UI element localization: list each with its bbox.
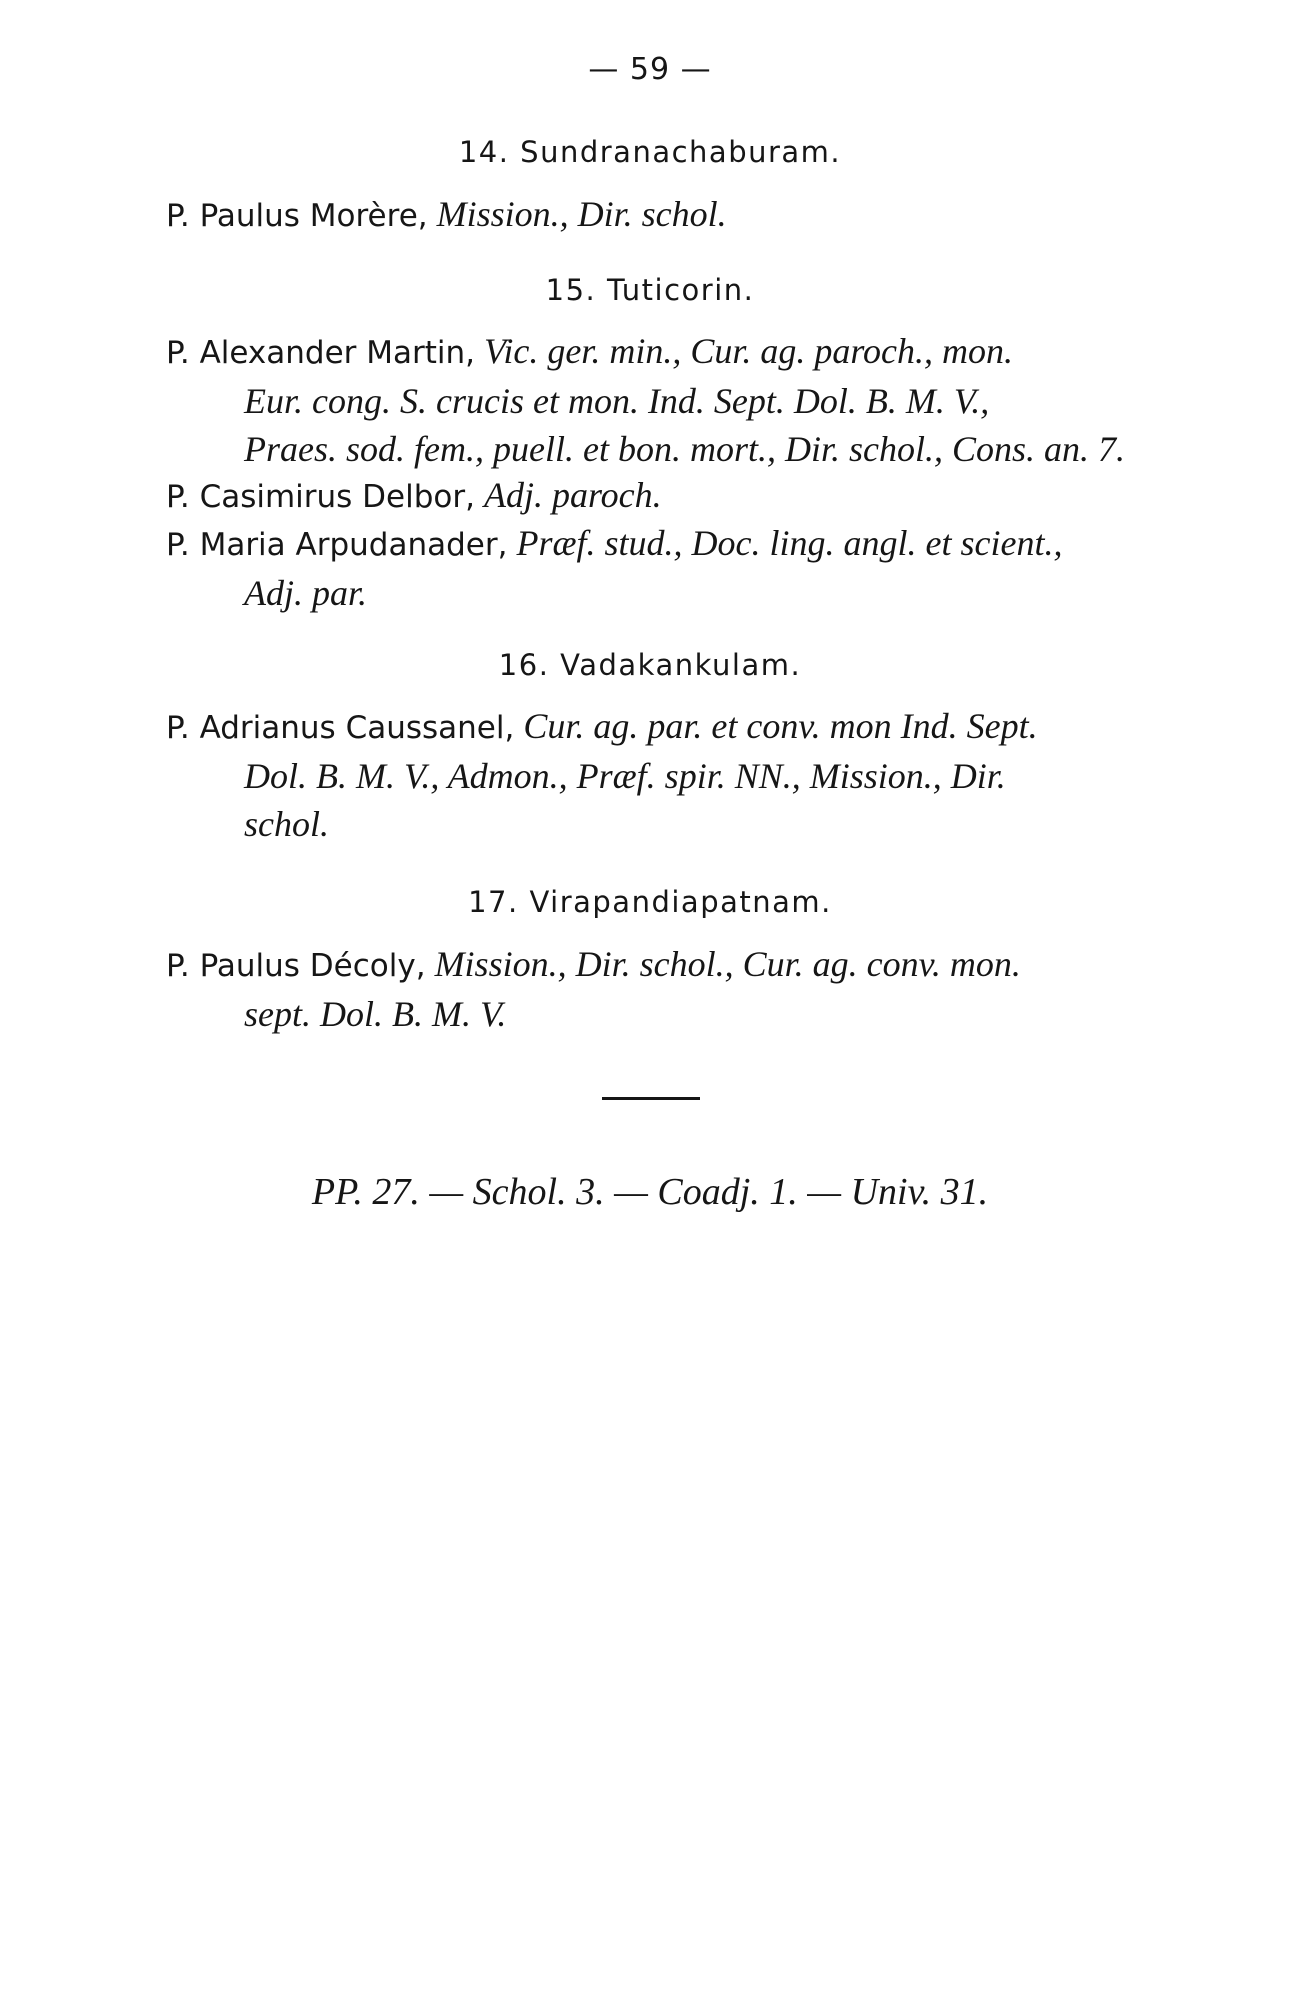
entry-casimirus-delbor <box>166 471 1146 521</box>
section-heading-sundranachaburam: 14. Sundranachaburam. <box>458 135 842 169</box>
entry-paulus-decoly <box>166 940 1146 1038</box>
entry-name: P. Casimirus Delbor, <box>166 479 475 515</box>
entry-name: P. Adrianus Caussanel, <box>166 710 515 746</box>
entry-office: Mission., Dir. schol. <box>436 194 727 234</box>
entry-office-continued: sept. Dol. B. M. V. <box>244 994 507 1034</box>
entry-office: Adj. paroch. <box>484 475 662 515</box>
entry-office-continued: Praes. sod. fem., puell. et bon. mort., Dir. schol., Cons. an. 7. <box>244 429 1125 469</box>
entry-office: Præf. stud., Doc. ling. angl. et scient., <box>516 523 1063 563</box>
personnel-summary: PP. 27. — Schol. 3. — Coadj. 1. — Univ. 31. <box>311 1171 989 1213</box>
entry-alexander-martin <box>166 327 1146 473</box>
entry-name: P. Paulus Décoly, <box>166 948 426 984</box>
entry-adrianus-caussanel <box>166 702 1146 848</box>
entry-office-continued: Dol. B. M. V., Admon., Præf. spir. NN., Mission., Dir. <box>244 756 1006 796</box>
page-number: — 59 — <box>588 52 712 87</box>
entry-office-continued: schol. <box>244 804 329 844</box>
entry-office-continued: Eur. cong. S. crucis et mon. Ind. Sept. Dol. B. M. V., <box>244 381 990 421</box>
section-heading-virapandiapatnam: 17. Virapandiapatnam. <box>468 885 832 919</box>
section-divider <box>602 1097 700 1100</box>
entry-paulus-morere <box>166 190 1146 240</box>
section-heading-vadakankulam: 16. Vadakankulam. <box>498 648 802 682</box>
entry-office: Cur. ag. par. et conv. mon Ind. Sept. <box>523 706 1038 746</box>
entry-name: P. Alexander Martin, <box>166 335 476 371</box>
entry-office: Mission., Dir. schol., Cur. ag. conv. mon. <box>434 944 1021 984</box>
entry-name: P. Maria Arpudanader, <box>166 527 508 563</box>
entry-name: P. Paulus Morère, <box>166 198 428 234</box>
entry-office-continued: Adj. par. <box>244 573 368 613</box>
entry-maria-arpudanader <box>166 519 1146 617</box>
entry-office: Vic. ger. min., Cur. ag. paroch., mon. <box>484 331 1014 371</box>
section-heading-tuticorin: 15. Tuticorin. <box>545 273 755 307</box>
